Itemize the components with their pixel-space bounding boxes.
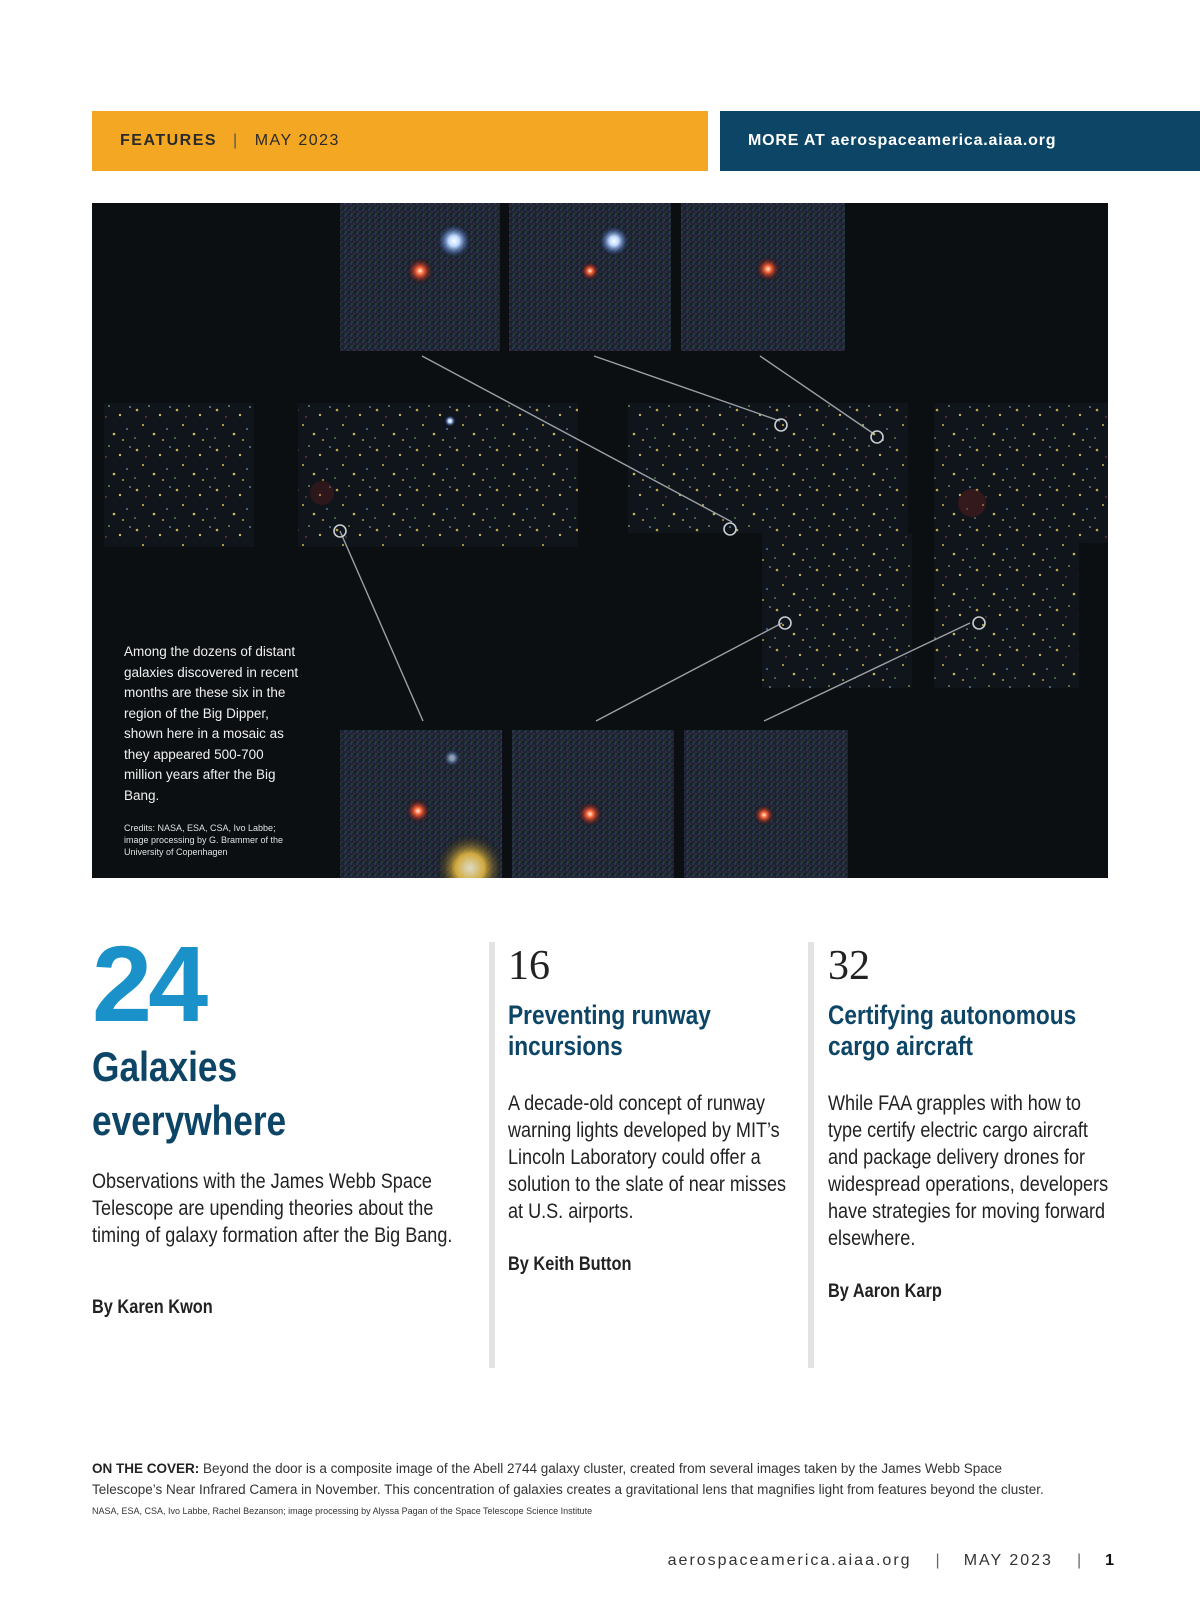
issue-month: MAY 2023 bbox=[254, 132, 340, 149]
page-footer bbox=[668, 1552, 1114, 1570]
section-label: FEATURES bbox=[120, 132, 218, 149]
story-title-link[interactable]: Preventing runway incursions bbox=[508, 1000, 711, 1061]
header-divider: | bbox=[233, 132, 239, 149]
column-divider bbox=[808, 942, 814, 1368]
footer-divider: | bbox=[935, 1552, 940, 1569]
footer-site-link[interactable]: aerospaceamerica.aiaa.org bbox=[667, 1552, 912, 1569]
image-credits: Credits: NASA, ESA, CSA, Ivo Labbe; image processing by G. Brammer of the University of Copenhagen bbox=[124, 823, 284, 857]
story-byline: By Aaron Karp bbox=[828, 1281, 942, 1302]
column-divider bbox=[489, 942, 495, 1368]
story-dek: A decade-old concept of runway warning lights developed by MIT’s Lincoln Laboratory could offer a solution to the slate of near misses at U.S. airports. bbox=[508, 1092, 787, 1223]
story-title-link[interactable]: Galaxies everywhere bbox=[92, 1043, 287, 1144]
cover-note-label: ON THE COVER: bbox=[92, 1461, 200, 1476]
story-title-link[interactable]: Certifying autonomous cargo aircraft bbox=[828, 1000, 1077, 1061]
story-dek: While FAA grapples with how to type certify electric cargo aircraft and package delivery drones for widespread operations, developers have strategies for moving forward elsewhere. bbox=[828, 1092, 1109, 1250]
story-page-number: 32 bbox=[828, 943, 870, 989]
cover-note-text: Beyond the door is a composite image of the Abell 2744 galaxy cluster, created from several images taken by the James Webb Space Telescope’s Near Infrared Camera in November. This concentration of galaxies creates a gravitational lens that magnifies light from features beyond the cluster. bbox=[92, 1461, 1044, 1497]
footer-month: MAY 2023 bbox=[963, 1552, 1053, 1569]
section-header-bar bbox=[92, 111, 708, 171]
story-byline: By Keith Button bbox=[508, 1254, 632, 1275]
footer-divider: | bbox=[1076, 1552, 1082, 1569]
more-at-link[interactable]: MORE AT aerospaceamerica.aiaa.org bbox=[720, 111, 1200, 171]
story-byline: By Karen Kwon bbox=[92, 1297, 213, 1318]
story-page-number: 24 bbox=[92, 923, 205, 1044]
story-dek: Observations with the James Webb Space Telescope are upending theories about the timing of galaxy formation after the Big Bang. bbox=[92, 1170, 453, 1247]
cover-note-credit: NASA, ESA, CSA, Ivo Labbe, Rachel Bezanson; image processing by Alyssa Pagan of the Space Telescope Science Institute bbox=[92, 1506, 593, 1516]
footer-page-number: 1 bbox=[1105, 1552, 1114, 1569]
image-caption: Among the dozens of distant galaxies discovered in recent months are these six in the region of the Big Dipper, shown here in a mosaic as they appeared 500-700 million years after the Big Bang. bbox=[124, 644, 299, 803]
galaxy-mosaic-image bbox=[92, 203, 1108, 878]
story-page-number: 16 bbox=[508, 943, 550, 989]
cover-note bbox=[92, 1459, 1052, 1522]
